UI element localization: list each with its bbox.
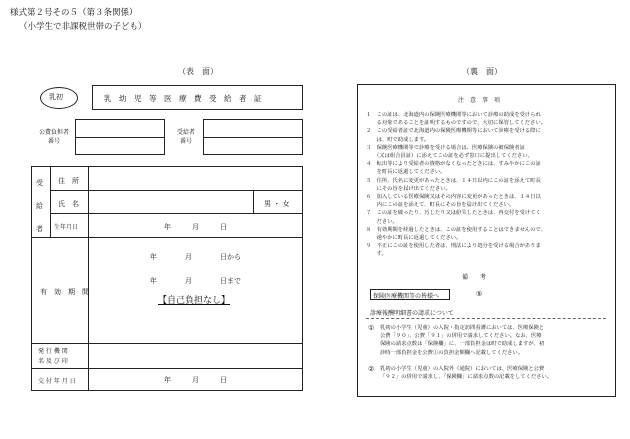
dob-value: 年 月 日 [164, 223, 227, 231]
notes-title: 注 意 事 項 [458, 97, 501, 104]
validity-to: 年 月 日まで [150, 277, 241, 285]
back-side-label: （裏 面） [462, 67, 502, 76]
note-line: ５ 住所、氏名に変更があったときは、１４日以内にこの証を添えて町長 [366, 177, 541, 184]
note-line: ８ 有効期間を経過したときは、この証を使用することはできませんので、 [366, 226, 546, 233]
note-line: 速やかに町長に返還してください。 [366, 235, 462, 242]
issue-date-label: 交 付 年 月 日 [38, 378, 76, 385]
note-line: る対象であることを証明するものですので、大切に保管してください。 [366, 120, 546, 127]
payer-number-label: 公費負担者 番号 [38, 129, 69, 145]
note-line: （又は組合員証）に添えてこの証を必ず窓口に提出してください。 [366, 153, 533, 160]
facility-box-label: 保険医療機関等の皆様へ [373, 293, 440, 300]
copay-note: 【自己負担なし】 [158, 296, 231, 306]
dob-label: 生年月日 [54, 224, 79, 231]
note-line: にその旨を届け出てください。 [366, 185, 451, 192]
note-line: を町長に返還してください。 [366, 169, 446, 176]
recipient-number-label: 受給者 番号 [176, 129, 195, 145]
note-line: ４ 転出等により受給者の資格がなくなったときには、すみやかにこの証 [366, 161, 541, 168]
card-title: 乳 幼 児 等 医 療 費 受 給 者 証 [104, 94, 262, 103]
note-line: ７ この証を破ったり、汚したり又は紛失したときは、再交付を受けてく [366, 210, 541, 217]
form-number: 様式第２号その５（第３条関係） [10, 8, 138, 18]
validity-label: 有 効 期 間 [40, 288, 89, 296]
issuer-label: 発 行 機 関 名 及 び 印 [38, 348, 68, 365]
note-line: ９ 不正にこの証を使用した者は、刑法により処分を受ける場合がありま [366, 243, 541, 250]
notes-list [366, 111, 546, 259]
validity-from: 年 月 日から [150, 253, 241, 261]
note-line: ６ 加入している医療保険又はその内容に変更があったときは、１４日以 [366, 194, 541, 201]
note-line: 内にこの証を添えて、町長にその旨を届け出てください。 [366, 202, 515, 209]
stamp-label: 乳初 [49, 93, 63, 101]
note-line: す。 [366, 251, 387, 258]
circle-five: ⑤ [476, 290, 483, 298]
note-line: ３ 保険医療機関等で診療を受ける場合は、医療保険の被保険者証 [366, 144, 525, 151]
recipient-vertical-label: 受 給 者 [36, 179, 43, 233]
note-line: は、町で助成します。 [366, 136, 430, 143]
remarks-title: 備 考 [462, 274, 487, 281]
note-line: ださい。 [366, 218, 398, 225]
issue-date-value: 年 月 日 [164, 376, 227, 384]
billing-heading: 診療報酬明細書の請求について [370, 310, 454, 317]
item2-text: 乳初の小学生（児童）の入院外（通院）においては、医療保険と公費 「９２」の併用で請求し、「保険欄」に請求点数の記載をしてください。 [380, 366, 553, 381]
item2-marker: ② [368, 365, 375, 373]
note-line: ２ この受給者証で北海道内の保険医療機関等において診療を受ける際に [366, 128, 541, 135]
note-line: １ この証は、北海道内の保険医療機関等において診療の助成を受けられ [366, 112, 541, 118]
form-subtitle: （小学生で非課税世帯の子ども） [19, 22, 147, 32]
front-side-label: （表 面） [178, 67, 218, 76]
item1-text: 乳初の小学生（児童）の入院・指定訪問看護においては、医療保険と 公費「９０」、公費「９１」の併用で請求してください。なお、医療 保険の請求点数は「保険欄」に、一部負担金は町で助成しますが、初 診時一部負担金を公費①の負担金額欄へ記載してください。 [380, 325, 545, 356]
item1-marker: ① [368, 324, 375, 332]
name-label: 氏 名 [58, 200, 79, 208]
sex-label: 男 ・ 女 [264, 200, 290, 208]
address-label: 住 所 [58, 177, 79, 185]
